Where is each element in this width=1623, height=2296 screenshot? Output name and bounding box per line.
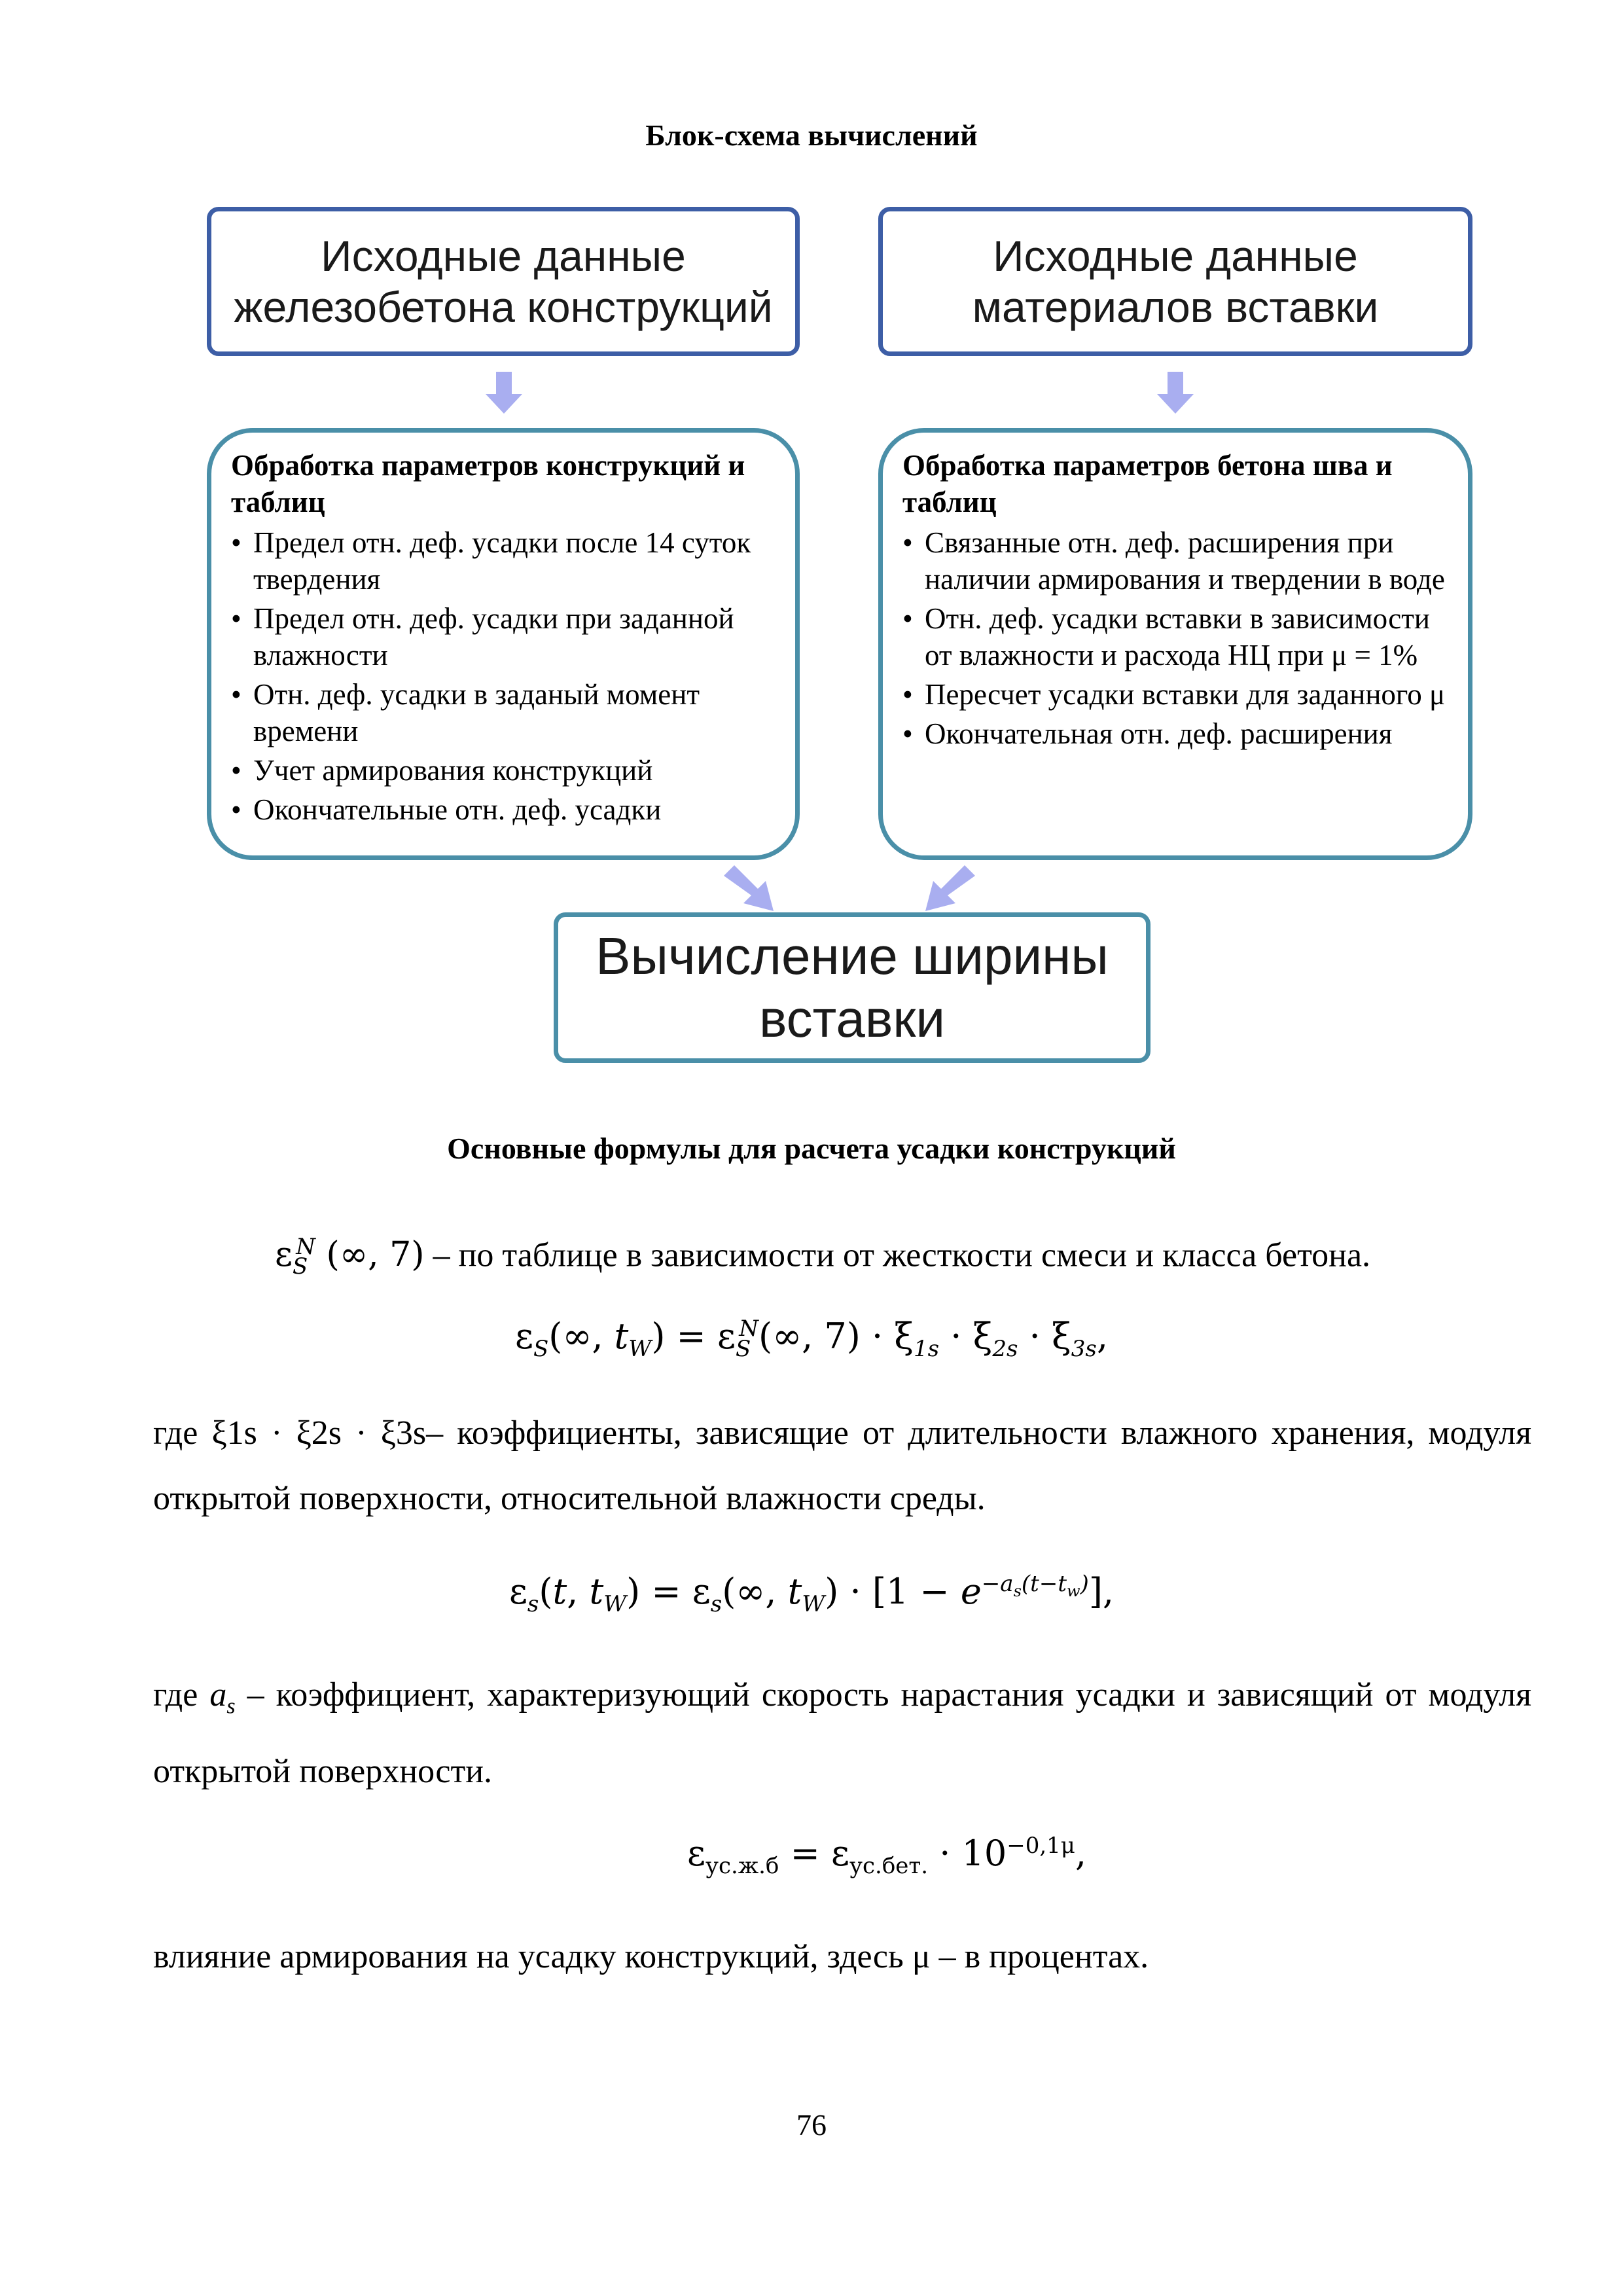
formula-line-1 bbox=[275, 1217, 1551, 1296]
variable-as: $a_s$ bbox=[209, 1676, 236, 1719]
formula-shrinkage-time: $\varepsilon_s(t$, $t_W) = \varepsilon_s(\infty$, $t_W) \cdot [1 - e^{-a_s(t-t_w)}]$, bbox=[508, 1571, 1115, 1617]
box-line: материалов вставки bbox=[972, 283, 1379, 331]
box-heading: Обработка параметров конструкций и таблиц bbox=[231, 449, 745, 518]
box-line: Вычисление ширины bbox=[596, 927, 1109, 985]
box-initial-data-insert bbox=[878, 207, 1472, 356]
para-prefix: где bbox=[153, 1676, 198, 1713]
formula-line-1-text: – по таблице в зависимости от жесткости смеси и класса бетона. bbox=[433, 1236, 1371, 1274]
arrow-down-icon bbox=[484, 372, 524, 415]
box-processing-joint-concrete bbox=[878, 428, 1472, 860]
formulas-title: Основные формулы для расчета усадки конструкций bbox=[447, 1132, 1176, 1165]
list-item: • Отн. деф. усадки вставки в зависимости от влажности и расхода НЦ при μ = 1% bbox=[902, 600, 1450, 673]
box-line: вставки bbox=[758, 990, 946, 1048]
box-line: железобетона конструкций bbox=[234, 283, 773, 331]
box-line: Исходные данные bbox=[993, 232, 1358, 280]
formula-reinforcement: $\varepsilon_{ус.ж.б} = \varepsilon_{ус.бет.} \cdot 10^{-0,1\mu}$, bbox=[687, 1833, 1087, 1879]
list-item: • Учет армирования конструкций bbox=[231, 752, 777, 789]
formula-shrinkage-limit: $\varepsilon_S(\infty$, $t_W) = \varepsilon_S^N(\infty$, $7) \cdot \xi_{1s} \cdot \xi_{2s} \cdot \xi_{3s}$, bbox=[515, 1316, 1108, 1362]
bullet-list bbox=[231, 524, 777, 828]
box-insert-width-calculation bbox=[554, 912, 1150, 1063]
arrow-down-icon bbox=[1156, 372, 1195, 415]
list-item: • Отн. деф. усадки в заданый момент времени bbox=[231, 676, 777, 749]
box-line: Исходные данные bbox=[321, 232, 686, 280]
list-item: • Предел отн. деф. усадки после 14 суток твердения bbox=[231, 524, 777, 598]
list-item: • Предел отн. деф. усадки при заданной влажности bbox=[231, 600, 777, 673]
box-processing-structures bbox=[207, 428, 800, 860]
paragraph-reinforcement: влияние армирования на усадку конструкций, здесь μ – в процентах. bbox=[153, 1938, 1149, 1975]
para-text: – коэффициент, характеризующий скорость нарастания усадки и зависящий от модуля открытой поверхности. bbox=[153, 1676, 1532, 1791]
formula-eps-sn: $\varepsilon_S^N$ (∞, 7) bbox=[275, 1234, 425, 1280]
flowchart-title: Блок-схема вычислений bbox=[645, 118, 978, 152]
box-initial-data-concrete bbox=[207, 207, 800, 356]
paragraph-coefficients: где ξ1s · ξ2s · ξ3s– коэффициенты, зависящие от длительности влажного хранения, модуля открытой поверхности, относительной влажности среды. bbox=[153, 1414, 1531, 1517]
paragraph-as-coefficient bbox=[153, 1662, 1531, 1804]
list-item: • Связанные отн. деф. расширения при наличии армирования и твердении в воде bbox=[902, 524, 1450, 598]
arrow-down-left-icon bbox=[920, 863, 979, 915]
list-item: • Окончательная отн. деф. расширения bbox=[902, 715, 1450, 752]
list-item: • Окончательные отн. деф. усадки bbox=[231, 791, 777, 828]
arrow-down-right-icon bbox=[720, 863, 779, 915]
list-item: • Пересчет усадки вставки для заданного μ bbox=[902, 676, 1450, 713]
page-number: 76 bbox=[796, 2108, 827, 2142]
box-heading: Обработка параметров бетона шва и таблиц bbox=[902, 449, 1393, 518]
bullet-list bbox=[902, 524, 1450, 752]
